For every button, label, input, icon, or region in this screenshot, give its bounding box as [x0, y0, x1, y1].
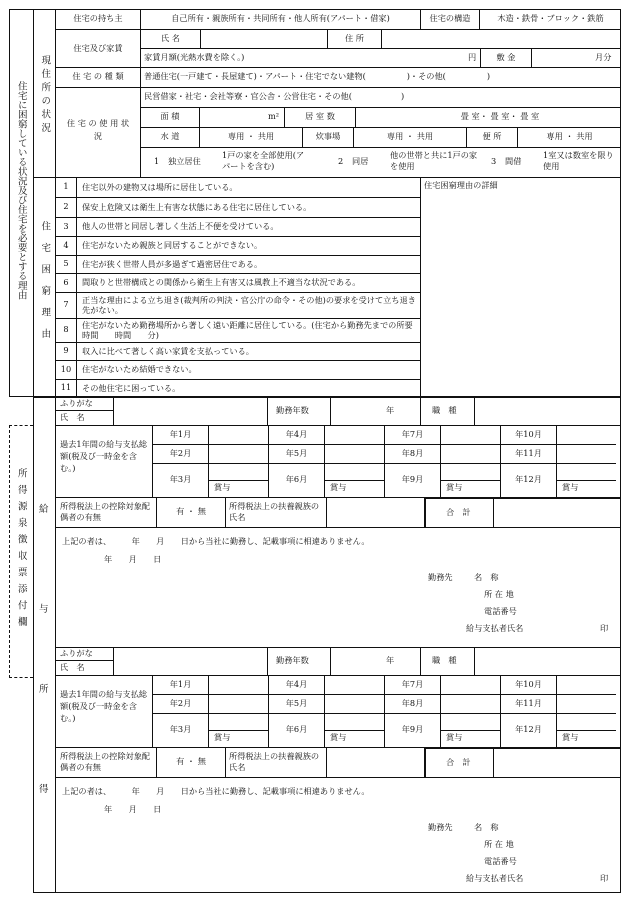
toilet-value-cell	[518, 127, 621, 147]
usage-label: 住 宅 の 使 用 状 況	[66, 117, 130, 141]
ownership-label-cell	[56, 9, 140, 29]
month-label: 年11月	[515, 697, 542, 708]
usage-label-cell	[60, 110, 136, 150]
employer-name-label: 名 称	[474, 822, 499, 832]
month-amount[interactable]	[442, 677, 498, 692]
address-label: 住 所	[345, 32, 364, 43]
month-label: 年7月	[401, 678, 424, 689]
deposit-month-unit: 月分	[595, 52, 612, 62]
opt3-desc: 1室又は数室を限り使用	[543, 150, 614, 171]
reason-num: 10	[60, 363, 72, 374]
reason-text: 住宅が狭く世帯人員が多過ぎて過密居住である。	[82, 258, 263, 269]
payer-name-label: 給与支払者氏名	[466, 623, 524, 633]
bonus-label: 賞与	[330, 732, 347, 742]
big-label-char3: 所	[39, 684, 49, 695]
toilet-label: 便 所	[482, 131, 502, 142]
dependents-value[interactable]	[330, 750, 420, 774]
water-value-cell	[200, 127, 302, 147]
reason-num: 8	[63, 324, 69, 335]
month-label: 年10月	[515, 678, 542, 689]
reason-text: その他住宅に困っている。	[82, 382, 181, 393]
cert-text: 上記の者は、 年 月 日から当社に勤務し、記載事項に相違ありません。	[62, 786, 370, 796]
bonus-label: 賞与	[214, 482, 231, 492]
reasons-label-box	[34, 190, 55, 380]
years-unit: 年	[386, 405, 395, 415]
reason-num: 3	[63, 220, 69, 231]
area-label: 面 積	[160, 111, 180, 122]
month-label: 年9月	[401, 474, 424, 485]
structure-label-cell	[421, 9, 479, 29]
month-label: 年10月	[515, 428, 542, 439]
reason-num: 1	[63, 181, 69, 192]
deposit-label-cell	[481, 48, 531, 67]
employer-label: 勤務先	[428, 822, 453, 832]
reason-num: 6	[63, 276, 69, 287]
employer-address-label: 所 在 地	[484, 589, 514, 599]
kitchen-label: 炊事場	[315, 131, 341, 142]
job-label: 職 種	[432, 405, 457, 415]
reason-text: 収入に比べて著しく高い家賃を支払っている。	[82, 345, 254, 356]
month-label: 年9月	[401, 724, 424, 735]
month-label: 年3月	[169, 474, 192, 485]
ownership-value-cell	[141, 9, 420, 29]
total-label: 合 計	[446, 757, 471, 767]
payer-name-label: 給与支払者氏名	[466, 873, 524, 883]
month-label: 年5月	[285, 697, 308, 708]
kitchen-value: 専用 ・ 共用	[386, 131, 434, 142]
month-amount[interactable]	[326, 696, 382, 711]
dependents-value[interactable]	[330, 500, 420, 524]
month-label: 年1月	[169, 678, 192, 689]
structure-value-cell	[480, 9, 621, 29]
water-label-cell	[141, 127, 199, 147]
spouse-value[interactable]: 有 ・ 無	[176, 506, 206, 517]
rent-yen: 円	[468, 52, 477, 62]
month-label: 年11月	[515, 447, 542, 458]
month-label: 年3月	[169, 724, 192, 735]
toilet-label-cell	[467, 127, 517, 147]
reason-num: 11	[60, 382, 72, 393]
kitchen-label-cell	[303, 127, 353, 147]
type-label-cell	[56, 67, 140, 87]
big-label-box	[34, 500, 55, 800]
toilet-value: 専用 ・ 共用	[546, 131, 593, 142]
seal-mark: 印	[600, 873, 609, 883]
month-amount[interactable]	[210, 696, 266, 711]
bonus-label: 賞与	[562, 732, 579, 742]
month-amount[interactable]	[442, 427, 498, 442]
month-amount[interactable]	[558, 427, 614, 442]
address-label-cell	[328, 29, 381, 48]
employer-tel-label: 電話番号	[484, 856, 517, 866]
bonus-label: 賞与	[446, 732, 463, 742]
spouse-label: 所得税法上の控除対象配偶者の有無	[60, 501, 151, 523]
month-amount[interactable]	[326, 427, 382, 442]
years-label: 勤務年数	[276, 405, 309, 415]
reason-text: 住宅がないため親族と同居することができない。	[82, 240, 263, 251]
reason-num: 5	[63, 258, 69, 269]
years-label: 勤務年数	[276, 655, 309, 665]
reason-text: 住宅がないため結婚できない。	[82, 364, 197, 375]
month-label: 年6月	[285, 724, 308, 735]
withholding-side-label: 所得源泉徴収票添付欄	[15, 467, 27, 633]
name-label: 氏 名	[60, 662, 85, 672]
current-status-label-box	[34, 20, 55, 170]
bonus-label: 賞与	[446, 482, 463, 492]
reason-text: 住宅以外の建物又は場所に居住している。	[82, 181, 238, 192]
opt1-num: 1	[154, 156, 160, 166]
rent-label: 家賃月額(光熱水費を除く。)	[144, 52, 245, 62]
total-value[interactable]	[497, 501, 615, 523]
big-label-char1: 給	[39, 504, 49, 515]
cert-text: 上記の者は、 年 月 日から当社に勤務し、記載事項に相違ありません。	[62, 536, 370, 546]
area-unit: m²	[268, 111, 280, 121]
reason-num: 2	[63, 201, 69, 212]
reason-text: 間取りと世帯構成との関係から衛生上有害又は風教上不適当な状況である。	[82, 277, 361, 288]
month-amount[interactable]	[442, 696, 498, 711]
big-label-char2: 与	[39, 604, 49, 615]
employer-name-label: 名 称	[474, 572, 499, 582]
month-amount[interactable]	[442, 446, 498, 461]
job-value[interactable]	[490, 651, 610, 671]
name-value[interactable]	[120, 401, 260, 421]
mat-label: 畳 室・ 畳 室・ 畳 室	[460, 111, 540, 122]
ownership-value: 自己所有・親族所有・共同所有・他人所有(アパート・借家)	[171, 13, 390, 24]
opt3-num: 3	[491, 156, 497, 166]
resident-label-cell	[56, 30, 140, 67]
name-label-cell	[141, 29, 200, 48]
pay-label: 過去1年間の給与支払総額(税及び一時金を含む。)	[60, 439, 148, 473]
reason-text: 他人の世帯と同居し著しく生活上不便を受けている。	[82, 221, 279, 232]
month-amount[interactable]	[326, 677, 382, 692]
reason-num: 9	[63, 345, 69, 356]
month-amount[interactable]	[210, 677, 266, 692]
month-amount[interactable]	[558, 677, 614, 692]
current-status-label: 現住所の状況	[39, 54, 51, 136]
employer-tel-label: 電話番号	[484, 606, 517, 616]
month-label: 年7月	[401, 428, 424, 439]
name-value[interactable]	[120, 651, 260, 671]
bonus-label: 賞与	[214, 732, 231, 742]
rooms-label-cell	[285, 107, 355, 127]
furigana-label: ふりがな	[60, 398, 93, 408]
water-label: 水 道	[160, 131, 180, 142]
reasons-detail-label: 住宅困窮理由の詳細	[424, 180, 498, 190]
structure-label: 住宅の構造	[429, 13, 471, 24]
seal-mark: 印	[600, 623, 609, 633]
housing-outer-label-box	[9, 60, 33, 320]
ownership-label: 住宅の持ち主	[73, 13, 123, 24]
type-label: 住 宅 の 種 類	[72, 71, 124, 82]
resident-label: 住宅及び家賃	[73, 42, 123, 53]
spouse-label: 所得税法上の控除対象配偶者の有無	[60, 751, 151, 773]
month-label: 年2月	[169, 697, 192, 708]
opt1-desc: 1戸の家を全部使用(アパートを含む)	[222, 150, 305, 171]
month-label: 年2月	[169, 447, 192, 458]
month-amount[interactable]	[558, 446, 614, 461]
landlord-value: 民営借家・社宅・会社等寮・官公舎・公営住宅・その他( )	[144, 91, 405, 101]
employer-address-label: 所 在 地	[484, 839, 514, 849]
month-amount[interactable]	[210, 427, 266, 442]
cert-date: 年 月 日	[104, 804, 162, 814]
total-value[interactable]	[497, 751, 615, 773]
month-amount[interactable]	[326, 446, 382, 461]
month-label: 年1月	[169, 428, 192, 439]
reasons-label: 住宅困窮理由	[39, 220, 51, 350]
reason-text: 住宅がないため勤務場所から著しく遠い距離に居住している。(住宅から勤務先までの所要時間 時間 分)	[82, 319, 413, 340]
opt2-label: 同居	[352, 156, 369, 166]
month-label: 年8月	[401, 697, 424, 708]
job-value[interactable]	[490, 401, 610, 421]
reason-num: 7	[63, 299, 69, 310]
area-label-cell	[141, 107, 199, 127]
bonus-label: 賞与	[562, 482, 579, 492]
spouse-value[interactable]: 有 ・ 無	[176, 756, 206, 767]
housing-outer-label: 住宅に困窮している状況及び住宅を必要とする理由	[15, 80, 27, 300]
month-label: 年4月	[285, 678, 308, 689]
reason-text: 保安上危険又は衛生上有害な状態にある住宅に居住している。	[82, 201, 312, 212]
cert-date: 年 月 日	[104, 554, 162, 564]
water-value: 専用 ・ 共用	[227, 131, 275, 142]
job-label: 職 種	[432, 655, 457, 665]
name-label: 氏 名	[60, 412, 85, 422]
rooms-label: 居 室 数	[305, 111, 335, 122]
opt3-label: 間借	[505, 156, 522, 166]
years-unit: 年	[386, 655, 395, 665]
dependents-label: 所得税法上の扶養親族の氏名	[229, 751, 320, 773]
employer-label: 勤務先	[428, 572, 453, 582]
deposit-label: 敷 金	[496, 51, 516, 62]
opt2-desc: 他の世帯と共に1戸の家を使用	[390, 150, 478, 171]
pay-label: 過去1年間の給与支払総額(税及び一時金を含む。)	[60, 689, 148, 723]
dependents-label: 所得税法上の扶養親族の氏名	[229, 501, 320, 523]
month-amount[interactable]	[558, 696, 614, 711]
big-label-char4: 得	[39, 784, 49, 795]
total-label: 合 計	[446, 507, 471, 517]
reason-text: 正当な理由による立ち退き(裁判所の判決・官公庁の命令・その他)の要求を受けて立ち退き先がない。	[82, 294, 416, 315]
bonus-label: 賞与	[330, 482, 347, 492]
mat-label-cell	[400, 107, 600, 127]
month-label: 年6月	[285, 474, 308, 485]
month-label: 年4月	[285, 428, 308, 439]
opt1-label: 独立居住	[168, 156, 201, 166]
month-label: 年8月	[401, 447, 424, 458]
type-value: 普通住宅(一戸建て・長屋建て)・アパート・住宅でない建物( )・その他( )	[144, 71, 491, 81]
month-label: 年12月	[515, 474, 542, 485]
kitchen-value-cell	[354, 127, 466, 147]
structure-value: 木造・鉄骨・ブロック・鉄筋	[497, 13, 604, 24]
opt2-num: 2	[338, 156, 344, 166]
month-label: 年12月	[515, 724, 542, 735]
withholding-side-label-box	[9, 440, 33, 660]
name-label: 氏 名	[161, 32, 180, 43]
reason-num: 4	[63, 239, 69, 250]
month-label: 年5月	[285, 447, 308, 458]
furigana-label: ふりがな	[60, 648, 93, 658]
month-amount[interactable]	[210, 446, 266, 461]
